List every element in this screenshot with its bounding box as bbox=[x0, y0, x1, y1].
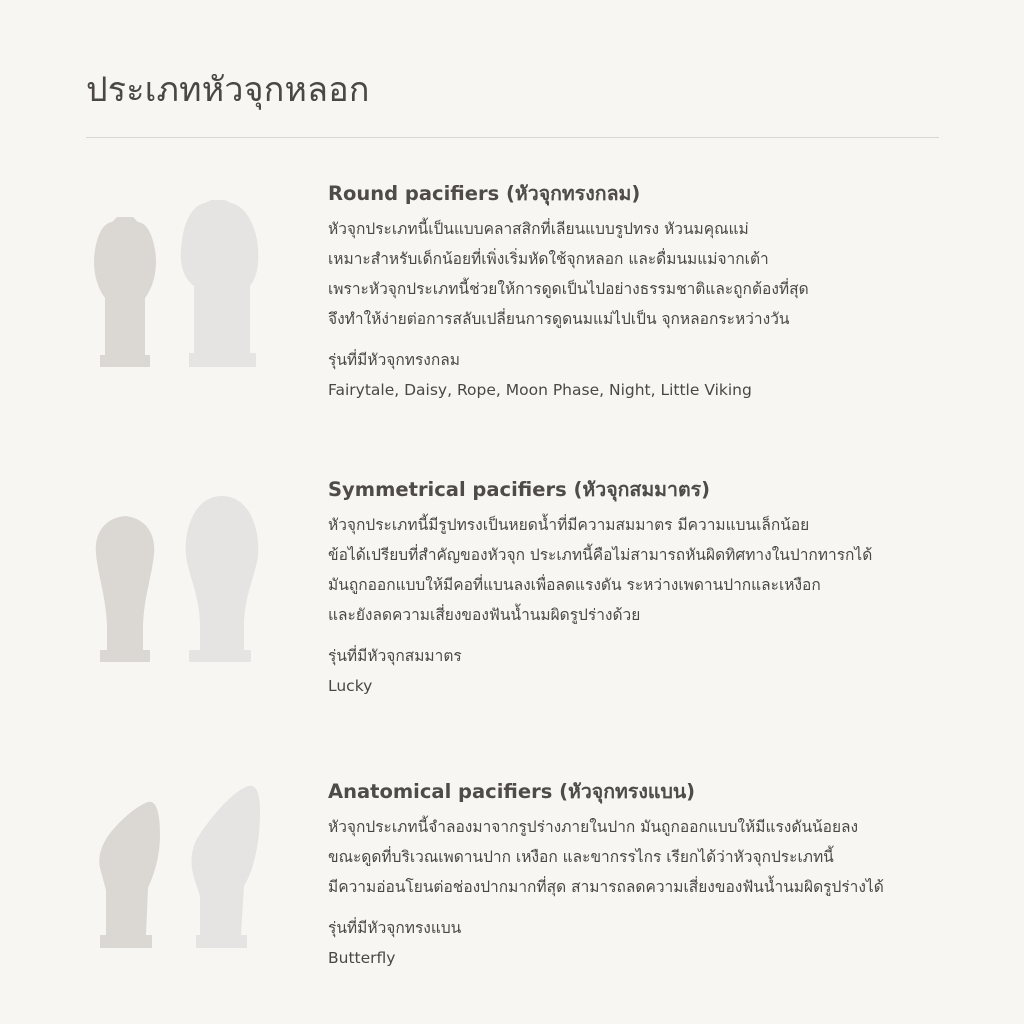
anatomical-pacifier-large-icon bbox=[192, 786, 260, 948]
symmetrical-desc-line: หัวจุกประเภทนี้มีรูปทรงเป็นหยดน้ำที่มีความสมมาตร มีความแบนเล็กน้อย bbox=[328, 516, 810, 534]
symmetrical-desc-line: มันถูกออกแบบให้มีคอที่แบนลงเพื่อลดแรงดัน ระหว่างเพดานปากและเหงือก bbox=[328, 576, 821, 594]
round-pacifier-large-icon bbox=[181, 200, 259, 367]
symmetrical-pacifier-icon bbox=[92, 476, 272, 676]
anatomical-pacifier-small-icon bbox=[99, 802, 160, 948]
anatomical-desc-line: หัวจุกประเภทนี้จำลองมาจากรูปร่างภายในปาก มันถูกออกแบบให้มีแรงดันน้อยลง bbox=[328, 818, 859, 836]
symmetrical-heading: Symmetrical pacifiers (หัวจุกสมมาตร) bbox=[328, 478, 711, 501]
anatomical-models-list: Butterfly bbox=[328, 949, 396, 967]
symmetrical-desc-line: และยังลดความเสี่ยงของฟันน้ำนมผิดรูปร่างด้วย bbox=[328, 606, 641, 624]
anatomical-pacifier-icon bbox=[92, 778, 272, 978]
symmetrical-models-label: รุ่นที่มีหัวจุกสมมาตร bbox=[328, 647, 462, 665]
round-text-block bbox=[328, 180, 988, 405]
symmetrical-desc-line: ข้อได้เปรียบที่สำคัญของหัวจุก ประเภทนี้คือไม่สามารถหันผิดทิศทางในปากทารกได้ bbox=[328, 546, 873, 564]
round-pacifier-icon bbox=[92, 180, 272, 380]
anatomical-desc-line: มีความอ่อนโยนต่อช่องปากมากที่สุด สามารถลดความเสี่ยงของฟันน้ำนมผิดรูปร่างได้ bbox=[328, 878, 884, 896]
round-models-label: รุ่นที่มีหัวจุกทรงกลม bbox=[328, 351, 460, 369]
round-desc-line: เพราะหัวจุกประเภทนี้ช่วยให้การดูดเป็นไปอย่างธรรมชาติและถูกต้องที่สุด bbox=[328, 280, 809, 298]
round-desc-line: จึงทำให้ง่ายต่อการสลับเปลี่ยนการดูดนมแม่ไปเป็น จุกหลอกระหว่างวัน bbox=[328, 310, 790, 328]
round-desc-line: เหมาะสำหรับเด็กน้อยที่เพิ่งเริ่มหัดใช้จุกหลอก และดื่มนมแม่จากเต้า bbox=[328, 250, 769, 268]
symmetrical-pacifier-large-icon bbox=[186, 496, 259, 662]
round-pacifier-small-icon bbox=[94, 217, 156, 367]
anatomical-desc-line: ขณะดูดที่บริเวณเพดานปาก เหงือก และขากรรไกร เรียกได้ว่าหัวจุกประเภทนี้ bbox=[328, 848, 834, 866]
anatomical-text-block bbox=[328, 778, 988, 973]
symmetrical-text-block bbox=[328, 476, 988, 701]
symmetrical-models-list: Lucky bbox=[328, 677, 373, 695]
round-models-list: Fairytale, Daisy, Rope, Moon Phase, Night, Little Viking bbox=[328, 381, 752, 399]
round-desc-line: หัวจุกประเภทนี้เป็นแบบคลาสสิกที่เลียนแบบรูปทรง หัวนมคุณแม่ bbox=[328, 220, 749, 238]
anatomical-models-label: รุ่นที่มีหัวจุกทรงแบน bbox=[328, 919, 462, 937]
round-heading: Round pacifiers (หัวจุกทรงกลม) bbox=[328, 182, 641, 205]
title-divider bbox=[86, 137, 939, 138]
anatomical-heading: Anatomical pacifiers (หัวจุกทรงแบน) bbox=[328, 780, 696, 803]
page-title: ประเภทหัวจุกหลอก bbox=[86, 70, 370, 110]
symmetrical-pacifier-small-icon bbox=[96, 516, 155, 662]
